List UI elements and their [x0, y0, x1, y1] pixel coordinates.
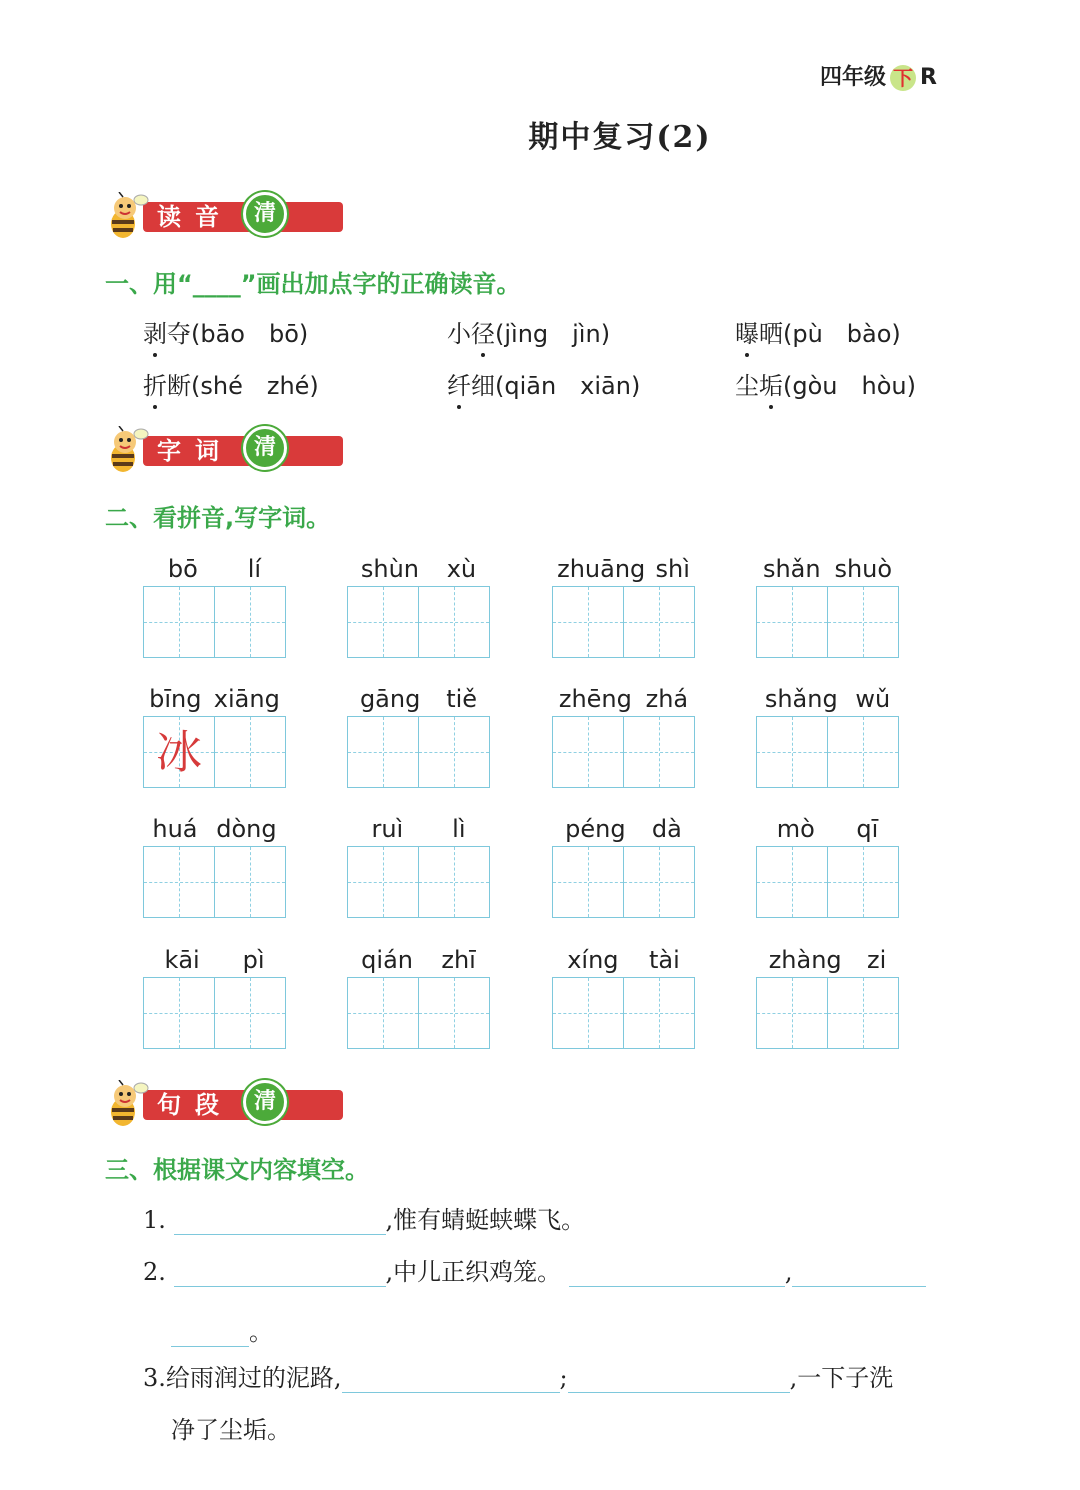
written-char [553, 587, 623, 657]
pinyin-syllable: xù [446, 555, 477, 583]
pinyin-syllable: lí [247, 555, 262, 583]
pinyin-row [143, 943, 286, 977]
reading-item: 尘垢(gòu hòu) [735, 366, 916, 401]
pinyin-row [347, 682, 490, 716]
pinyin-syllable: qī [856, 815, 879, 843]
reading-item: 折断(shé zhé) [143, 366, 319, 401]
pinyin-syllable: lì [452, 815, 466, 843]
pinyin-syllable: pì [242, 946, 265, 974]
writing-cell[interactable] [214, 717, 285, 787]
word-item [756, 552, 899, 658]
dotted-char: 折 [143, 366, 167, 401]
written-char [624, 717, 694, 787]
pinyin-syllable: qián [361, 946, 413, 974]
tian-grid [552, 586, 695, 658]
writing-cell[interactable] [144, 717, 214, 787]
writing-cell[interactable] [553, 717, 623, 787]
grade-text: 四年级 [820, 65, 887, 90]
writing-cell[interactable] [827, 978, 898, 1048]
written-char [419, 717, 489, 787]
pinyin-syllable: xiāng [213, 685, 280, 713]
written-char [624, 587, 694, 657]
tian-grid [347, 586, 490, 658]
word-item [756, 812, 899, 918]
written-char [624, 847, 694, 917]
tian-grid [347, 846, 490, 918]
dotted-char: 纤 [447, 366, 471, 401]
written-char [757, 717, 827, 787]
writing-cell[interactable] [348, 978, 418, 1048]
pinyin-syllable: shùn [360, 555, 419, 583]
pinyin-syllable: ruì [371, 815, 404, 843]
writing-cell[interactable] [553, 587, 623, 657]
pinyin-syllable: zhá [645, 685, 689, 713]
written-char [553, 978, 623, 1048]
pinyin-syllable: zi [867, 946, 887, 974]
pinyin-syllable: zhēng [558, 685, 632, 713]
tian-grid [143, 586, 286, 658]
pinyin-row [756, 682, 899, 716]
written-char [144, 587, 214, 657]
pinyin-syllable: tiě [446, 685, 478, 713]
grade-label [820, 60, 937, 91]
written-char [828, 847, 898, 917]
written-char [215, 717, 285, 787]
fill-item-1: 1. ,惟有蜻蜓蛱蝶飞。 [143, 1206, 586, 1234]
word-item [143, 682, 286, 788]
reading-item: 剥夺(bāo bō) [143, 314, 308, 349]
written-char: 冰 [156, 725, 202, 779]
section-badge-sentences [103, 1080, 283, 1130]
badge-qing-icon: 清 [243, 192, 287, 236]
writing-cell[interactable] [348, 847, 418, 917]
pinyin-syllable: shǎng [764, 685, 838, 713]
dotted-char: 曝 [735, 314, 759, 349]
tian-grid [756, 846, 899, 918]
writing-cell[interactable] [214, 587, 285, 657]
pinyin-syllable: huá [152, 815, 198, 843]
tian-grid [347, 716, 490, 788]
answer-blank[interactable] [792, 1260, 926, 1287]
writing-cell[interactable] [418, 978, 489, 1048]
written-char [215, 978, 285, 1048]
pinyin-row [552, 552, 695, 586]
written-char [419, 978, 489, 1048]
writing-cell[interactable] [623, 717, 694, 787]
written-char [828, 587, 898, 657]
pinyin-row [552, 943, 695, 977]
written-char [215, 587, 285, 657]
pinyin-options[interactable]: (shé zhé) [191, 372, 319, 400]
writing-cell[interactable] [553, 847, 623, 917]
written-char [144, 847, 214, 917]
dotted-char: 径 [471, 314, 495, 349]
pinyin-syllable: shì [655, 555, 690, 583]
pinyin-syllable: gāng [359, 685, 421, 713]
pinyin-syllable: zhuāng [557, 555, 646, 583]
dotted-char: 剥 [143, 314, 167, 349]
pinyin-syllable: kāi [164, 946, 200, 974]
bee-mascot-icon [103, 192, 153, 242]
tian-grid [552, 716, 695, 788]
word-item [347, 812, 490, 918]
writing-cell[interactable] [144, 847, 214, 917]
tian-grid [756, 977, 899, 1049]
writing-cell[interactable] [348, 587, 418, 657]
written-char [757, 587, 827, 657]
reading-item: 曝晒(pù bào) [735, 314, 901, 349]
pinyin-syllable: shuò [834, 555, 893, 583]
fill-item-2-cont: 。 [171, 1312, 273, 1347]
tian-grid [756, 586, 899, 658]
pinyin-row [552, 812, 695, 846]
pinyin-syllable: zhàng [768, 946, 842, 974]
writing-cell[interactable] [418, 717, 489, 787]
written-char [419, 847, 489, 917]
pinyin-row [143, 552, 286, 586]
reading-item: 小径(jìng jìn) [447, 314, 610, 349]
fill-item-3-cont: 净了尘垢。 [171, 1416, 291, 1444]
writing-cell[interactable] [827, 587, 898, 657]
pinyin-syllable: péng [565, 815, 626, 843]
pinyin-syllable: zhī [441, 946, 476, 974]
pinyin-row [347, 552, 490, 586]
pinyin-syllable: wǔ [855, 685, 891, 713]
writing-cell[interactable] [757, 587, 827, 657]
pinyin-options[interactable]: (bāo bō) [191, 320, 309, 348]
answer-blank[interactable] [174, 1208, 386, 1235]
writing-cell[interactable] [757, 717, 827, 787]
writing-cell[interactable] [553, 978, 623, 1048]
section-badge-words [103, 426, 283, 476]
badge-qing-icon: 清 [243, 1080, 287, 1124]
word-item [143, 943, 286, 1049]
writing-cell[interactable] [214, 978, 285, 1048]
answer-blank[interactable] [171, 1320, 249, 1347]
written-char [144, 978, 214, 1048]
written-char [348, 847, 418, 917]
writing-cell[interactable] [214, 847, 285, 917]
written-char [215, 847, 285, 917]
written-char [419, 587, 489, 657]
writing-cell[interactable] [757, 978, 827, 1048]
pinyin-row [143, 682, 286, 716]
tian-grid [347, 977, 490, 1049]
badge-qing-icon: 清 [243, 426, 287, 470]
tian-grid [552, 846, 695, 918]
written-char [553, 717, 623, 787]
word-item [552, 682, 695, 788]
pinyin-syllable: tài [648, 946, 680, 974]
writing-cell[interactable] [827, 847, 898, 917]
written-char [757, 847, 827, 917]
tian-grid [143, 716, 286, 788]
word-item [347, 943, 490, 1049]
pinyin-row [552, 682, 695, 716]
word-item [552, 552, 695, 658]
tian-grid [143, 977, 286, 1049]
question-2-title: 二、看拼音,写字词。 [105, 504, 331, 532]
written-char [828, 978, 898, 1048]
pinyin-options[interactable]: (pù bào) [783, 320, 901, 348]
pinyin-syllable: shǎn [762, 555, 821, 583]
written-char [553, 847, 623, 917]
pinyin-syllable: xíng [567, 946, 619, 974]
writing-cell[interactable] [757, 847, 827, 917]
fill-item-3: 3.给雨润过的泥路, ; ,一下子洗 [143, 1364, 894, 1392]
fill-item-2: 2. ,中儿正织鸡笼。 , [143, 1252, 926, 1287]
writing-cell[interactable] [348, 717, 418, 787]
tian-grid [552, 977, 695, 1049]
pinyin-syllable: dà [651, 815, 682, 843]
answer-blank[interactable] [569, 1260, 785, 1287]
writing-cell[interactable] [144, 978, 214, 1048]
bee-mascot-icon [103, 1080, 153, 1130]
pinyin-row [347, 812, 490, 846]
written-char [348, 978, 418, 1048]
edition-text: R [920, 65, 937, 90]
written-char [348, 717, 418, 787]
writing-cell[interactable] [623, 978, 694, 1048]
written-char [624, 978, 694, 1048]
pinyin-row [143, 812, 286, 846]
writing-cell[interactable] [418, 587, 489, 657]
word-item [347, 552, 490, 658]
pinyin-syllable: bīng [149, 685, 202, 713]
pinyin-options[interactable]: (qiān xiān) [495, 372, 641, 400]
writing-cell[interactable] [144, 587, 214, 657]
word-item [552, 812, 695, 918]
reading-item: 纤细(qiān xiān) [447, 366, 640, 401]
section-badge-reading [103, 192, 283, 242]
word-item [756, 682, 899, 788]
written-char [828, 717, 898, 787]
pinyin-options[interactable]: (gòu hòu) [783, 372, 916, 400]
pinyin-syllable: dòng [216, 815, 277, 843]
tian-grid [143, 846, 286, 918]
term-badge: 下 [890, 65, 916, 91]
written-char [348, 587, 418, 657]
pinyin-syllable: mò [776, 815, 815, 843]
answer-blank[interactable] [342, 1366, 560, 1393]
answer-blank[interactable] [568, 1366, 790, 1393]
pinyin-options[interactable]: (jìng jìn) [495, 320, 611, 348]
bee-mascot-icon [103, 426, 153, 476]
pinyin-row [756, 943, 899, 977]
written-char [757, 978, 827, 1048]
page-title: 期中复习(2) [528, 120, 712, 155]
word-item [756, 943, 899, 1049]
pinyin-row [347, 943, 490, 977]
dotted-char: 垢 [759, 366, 783, 401]
word-item [143, 812, 286, 918]
pinyin-row [756, 552, 899, 586]
question-3-title: 三、根据课文内容填空。 [105, 1156, 369, 1184]
pinyin-row [756, 812, 899, 846]
badge-bar: 句段 [143, 1090, 343, 1120]
tian-grid [756, 716, 899, 788]
word-item [347, 682, 490, 788]
writing-cell[interactable] [827, 717, 898, 787]
word-item [143, 552, 286, 658]
writing-cell[interactable] [623, 847, 694, 917]
pinyin-syllable: bō [167, 555, 198, 583]
badge-bar: 字词 [143, 436, 343, 466]
answer-blank[interactable] [174, 1260, 386, 1287]
writing-cell[interactable] [418, 847, 489, 917]
writing-cell[interactable] [623, 587, 694, 657]
question-1-title: 一、用“____”画出加点字的正确读音。 [105, 270, 521, 298]
word-item [552, 943, 695, 1049]
badge-bar: 读音 [143, 202, 343, 232]
